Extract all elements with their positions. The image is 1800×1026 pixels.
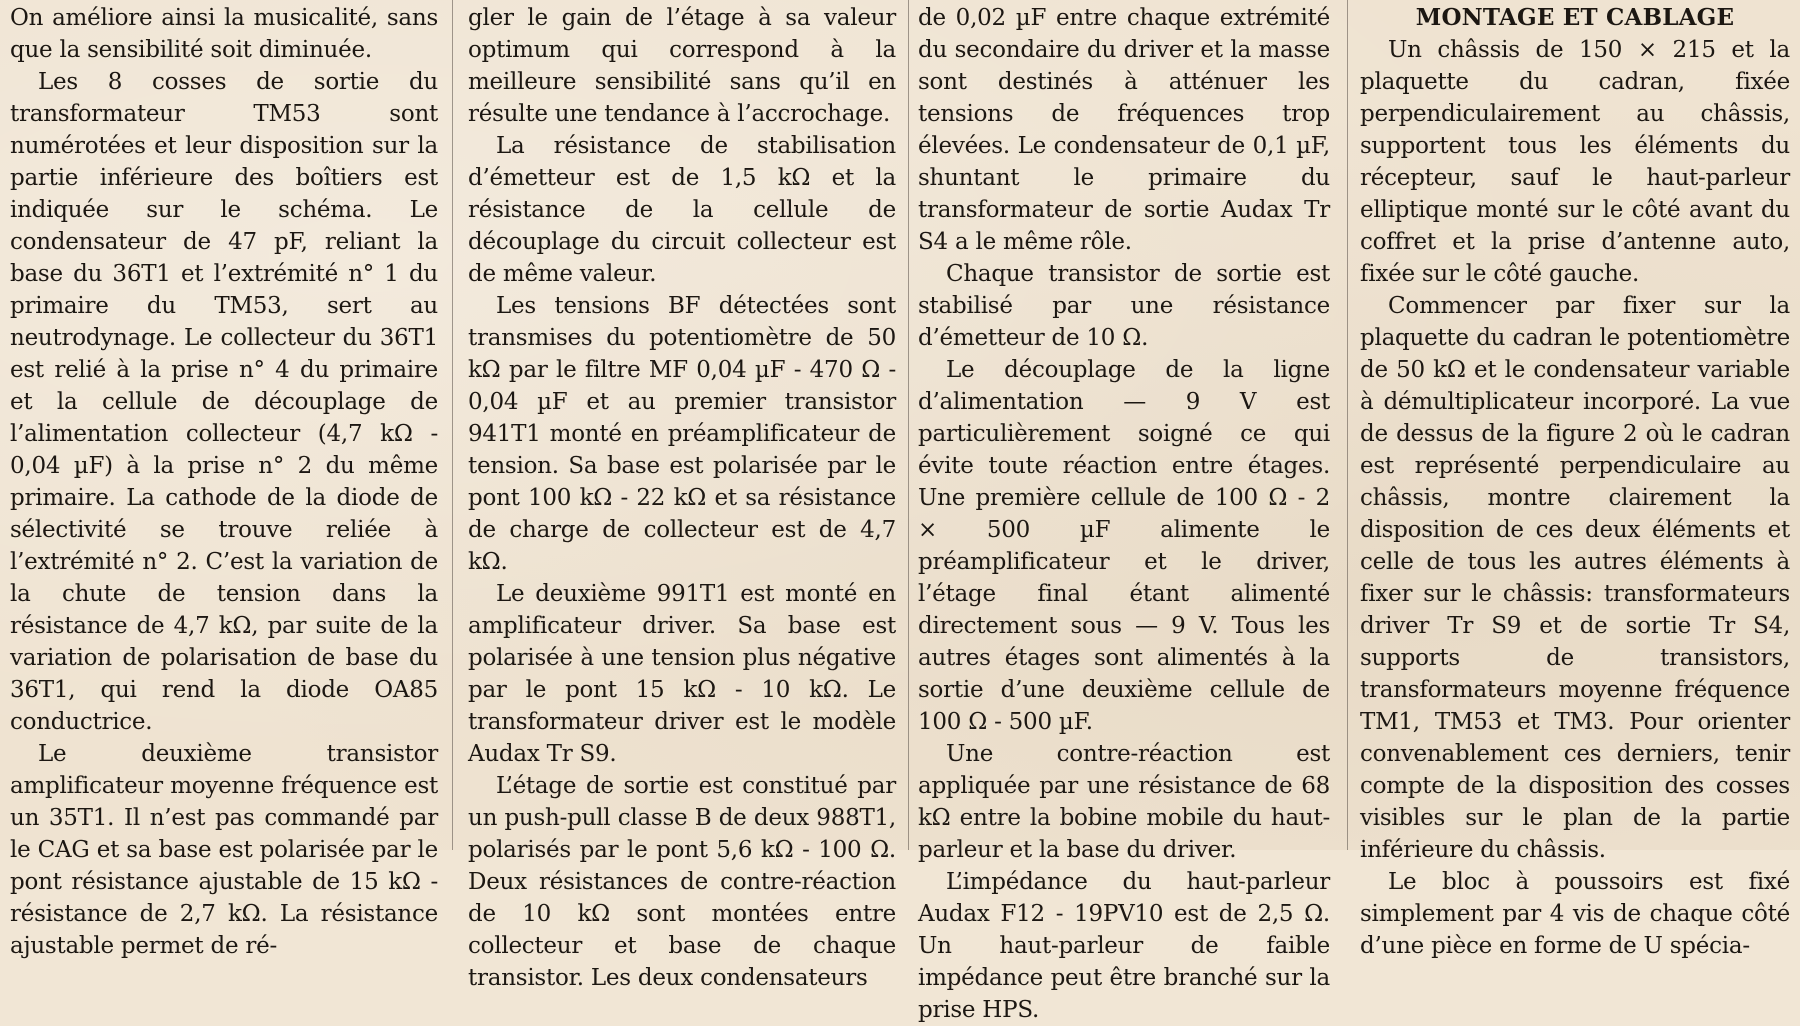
paragraph: Les tensions BF détectées sont transmises du potentiomètre de 50 kΩ par le filtre MF 0,04 µF - 470 Ω - 0,04 µF et au premier transistor 941T1 monté en préamplificateur de tension. Sa base est polarisée par le pont 100 kΩ - 22 kΩ et sa résistance de charge de collecteur est de 4,7 kΩ.	[468, 293, 896, 575]
paragraph: Les 8 cosses de sortie du transformateur TM53 sont numérotées et leur disposition sur la partie inférieure des boîtiers est indiquée sur le schéma. Le condensateur de 47 pF, reliant la base du 36T1 et l’extrémité n° 1 du primaire du TM53, sert au neutrodynage. Le collecteur du 36T1 est relié à la prise n° 4 du primaire et la cellule de découplage de l’alimentation collecteur (4,7 kΩ - 0,04 µF) à la prise n° 2 du même primaire. La cathode de la diode de sélectivité se trouve reliée à l’extrémité n° 2. C’est la variation de la chute de tension dans la résistance de 4,7 kΩ, par suite de la variation de polarisation de base du 36T1, qui rend la diode OA85 conductrice.	[10, 69, 438, 735]
paragraph: Commencer par fixer sur la plaquette du cadran le potentiomètre de 50 kΩ et le condensateur variable à démultiplicateur incorporé. La vue de dessus de la figure 2 où le cadran est représenté perpendiculaire au châssis, montre clairement la disposition de ces deux éléments et celle de tous les autres éléments à fixer sur le châssis: transformateurs driver Tr S9 et de sortie Tr S4, supports de transistors, transformateurs moyenne fréquence TM1, TM53 et TM3. Pour orienter convenablement ces derniers, tenir compte de la disposition des cosses visibles sur le plan de la partie inférieure du châssis.	[1360, 293, 1790, 863]
paragraph: L’impédance du haut-parleur Audax F12 - 19PV10 est de 2,5 Ω. Un haut-parleur de faible impédance peut être branché sur la prise HPS.	[918, 869, 1330, 1023]
paragraph: On améliore ainsi la musicalité, sans que la sensibilité soit diminuée.	[10, 5, 438, 63]
column-divider	[1347, 0, 1348, 850]
section-heading: MONTAGE ET CABLAGE	[1415, 4, 1735, 31]
paragraph: L’étage de sortie est constitué par un push-pull classe B de deux 988T1, polarisés par le pont 5,6 kΩ - 100 Ω. Deux résistances de contre-réaction de 10 kΩ sont montées entre collecteur et base de chaque transistor. Les deux condensateurs	[468, 773, 896, 991]
paragraph: Le bloc à poussoirs est fixé simplement par 4 vis de chaque côté d’une pièce en forme de U spécia-	[1360, 869, 1790, 959]
paragraph: Le découplage de la ligne d’alimentation — 9 V est particulièrement soigné ce qui évite toute réaction entre étages. Une première cellule de 100 Ω - 2 × 500 µF alimente le préamplificateur et le driver, l’étage final étant alimenté directement sous — 9 V. Tous les autres étages sont alimentés à la sortie d’une deuxième cellule de 100 Ω - 500 µF.	[918, 357, 1330, 735]
paragraph: La résistance de stabilisation d’émetteur est de 1,5 kΩ et la résistance de la cellule de découplage du circuit collecteur est de même valeur.	[468, 133, 896, 287]
column-divider	[452, 0, 453, 850]
paragraph: Le deuxième 991T1 est monté en amplificateur driver. Sa base est polarisée à une tension plus négative par le pont 15 kΩ - 10 kΩ. Le transformateur driver est le modèle Audax Tr S9.	[468, 581, 896, 767]
text-column-2	[468, 2, 896, 991]
column-divider	[908, 0, 909, 850]
text-column-1	[10, 2, 438, 959]
text-column-4	[1360, 2, 1790, 959]
paragraph: Le deuxième transistor amplificateur moyenne fréquence est un 35T1. Il n’est pas commandé par le CAG et sa base est polarisée par le pont résistance ajustable de 15 kΩ - résistance de 2,7 kΩ. La résistance ajustable permet de ré-	[10, 741, 438, 959]
text-column-3	[918, 2, 1330, 1023]
paragraph: Chaque transistor de sortie est stabilisé par une résistance d’émetteur de 10 Ω.	[918, 261, 1330, 351]
paragraph: Un châssis de 150 × 215 et la plaquette du cadran, fixée perpendiculairement au châssis, supportent tous les éléments du récepteur, sauf le haut-parleur elliptique monté sur le côté avant du coffret et la prise d’antenne auto, fixée sur le côté gauche.	[1360, 37, 1790, 287]
paragraph: de 0,02 µF entre chaque extrémité du secondaire du driver et la masse sont destinés à atténuer les tensions de fréquences trop élevées. Le condensateur de 0,1 µF, shuntant le primaire du transformateur de sortie Audax Tr S4 a le même rôle.	[918, 5, 1330, 255]
paragraph: gler le gain de l’étage à sa valeur optimum qui correspond à la meilleure sensibilité sans qu’il en résulte une tendance à l’accrochage.	[468, 5, 896, 127]
paragraph: Une contre-réaction est appliquée par une résistance de 68 kΩ entre la bobine mobile du haut-parleur et la base du driver.	[918, 741, 1330, 863]
